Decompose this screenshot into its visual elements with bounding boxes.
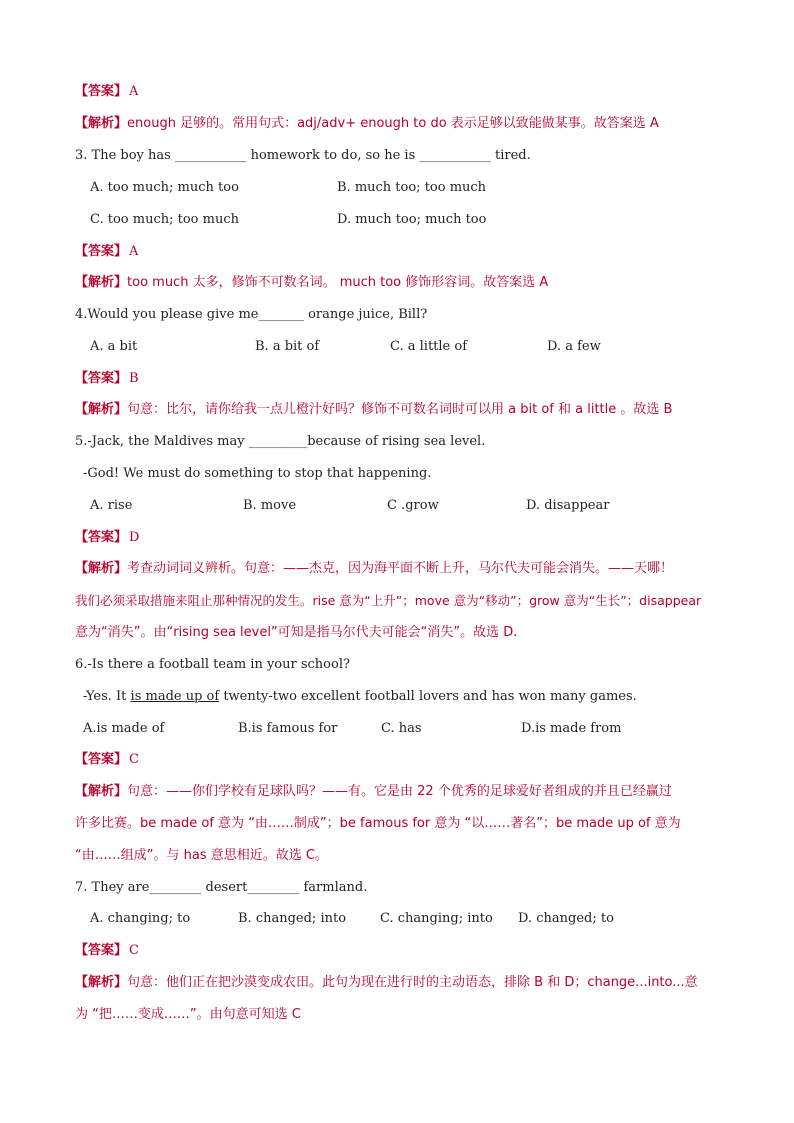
analysis-text-cont: “由……组成”。与 has 意思相近。故选 C。 [75, 848, 328, 863]
analysis-label: 【解析】 [75, 116, 128, 131]
answer-line-2 [75, 83, 719, 101]
answer-value: A [129, 244, 139, 259]
question-5: 5.-Jack, the Maldives may _________because of rising sea level. [75, 434, 486, 449]
analysis-text-cont: 许多比赛。be made of 意为 “由……制成”；be famous for 意为 “以……著名”；be made up of 意为 [75, 816, 681, 831]
option-c: C .grow [387, 498, 439, 513]
option-c: C. changing; into [380, 911, 493, 926]
analysis-text: enough 足够的。常用句式：adj/adv+ enough to do 表示足够以致能做某事。故答案选 A [127, 116, 659, 131]
option-c: C. has [381, 721, 422, 736]
analysis-label: 【解析】 [75, 975, 128, 990]
analysis-text: 句意：——你们学校有足球队吗？——有。它是由 22 个优秀的足球爱好者组成的并且已经赢过 [127, 784, 672, 799]
question-7: 7. They are________ desert________ farmland. [75, 880, 368, 895]
analysis-text-cont: 为 “把……变成……”。由句意可知选 C [75, 1007, 301, 1022]
option-a: A. too much; much too [90, 180, 239, 195]
analysis-line-5 [75, 560, 719, 578]
answer-value: A [129, 84, 139, 99]
option-a: A. rise [90, 498, 133, 513]
answer-value: B [129, 371, 139, 386]
answer-line-3 [75, 243, 719, 261]
analysis-text: 句意：他们正在把沙漠变成农田。此句为现在进行时的主动语态，排除 B 和 D；change...into...意 [127, 975, 698, 990]
reply-prefix: -Yes. It [83, 689, 131, 704]
analysis-line-4 [75, 401, 719, 419]
question-3: 3. The boy has ___________ homework to do, so he is ___________ tired. [75, 148, 531, 163]
answer-value: C [129, 752, 139, 767]
option-b: B.is famous for [238, 721, 338, 736]
answer-line-4 [75, 370, 719, 388]
option-d: D. much too; much too [337, 212, 487, 227]
option-a: A.is made of [83, 721, 165, 736]
question-5-reply: -God! We must do something to stop that happening. [83, 466, 432, 481]
answer-value: C [129, 943, 139, 958]
question-6-reply [83, 688, 719, 706]
option-a: A. a bit [90, 339, 138, 354]
underlined-phrase: is made up of [130, 689, 220, 704]
option-b: B. a bit of [255, 339, 320, 354]
analysis-label: 【解析】 [75, 402, 128, 417]
option-b: B. move [243, 498, 297, 513]
option-c: C. too much; too much [90, 212, 239, 227]
analysis-text: 考查动词词义辨析。句意：——杰克，因为海平面不断上升，马尔代夫可能会消失。——天哪！ [127, 561, 674, 576]
answer-value: D [129, 530, 140, 545]
answer-line-5 [75, 529, 719, 547]
answer-line-7 [75, 942, 719, 960]
analysis-text-cont: 我们必须采取措施来阻止那种情况的发生。rise 意为“上升”；move 意为“移动”；grow 意为“生长”；disappear [75, 593, 702, 608]
reply-suffix: twenty-two excellent football lovers and has won many games. [219, 689, 637, 704]
analysis-line-6 [75, 783, 719, 801]
analysis-line-3 [75, 274, 719, 292]
answer-label: 【答案】 [75, 371, 128, 386]
option-d: D.is made from [521, 721, 622, 736]
option-d: D. a few [547, 339, 601, 354]
answer-label: 【答案】 [75, 752, 128, 767]
option-d: D. disappear [526, 498, 610, 513]
analysis-label: 【解析】 [75, 561, 128, 576]
answer-label: 【答案】 [75, 244, 128, 259]
question-6: 6.-Is there a football team in your school? [75, 657, 350, 672]
analysis-label: 【解析】 [75, 784, 128, 799]
analysis-label: 【解析】 [75, 275, 128, 290]
option-b: B. changed; into [238, 911, 347, 926]
analysis-text-cont: 意为“消失”。由“rising sea level”可知是指马尔代夫可能会“消失”。故选 D. [75, 625, 518, 640]
analysis-text: too much 太多，修饰不可数名词。 much too 修饰形容词。故答案选 A [127, 275, 549, 290]
option-c: C. a little of [390, 339, 468, 354]
answer-label: 【答案】 [75, 943, 128, 958]
analysis-text: 句意：比尔，请你给我一点儿橙汁好吗？修饰不可数名词时可以用 a bit of 和 a little 。故选 B [127, 402, 673, 417]
option-d: D. changed; to [518, 911, 614, 926]
answer-label: 【答案】 [75, 84, 128, 99]
answer-label: 【答案】 [75, 530, 128, 545]
answer-line-6 [75, 751, 719, 769]
analysis-line-2 [75, 115, 719, 133]
option-a: A. changing; to [90, 911, 191, 926]
analysis-line-7 [75, 974, 719, 992]
question-4: 4.Would you please give me_______ orange juice, Bill? [75, 307, 428, 322]
option-b: B. much too; too much [337, 180, 487, 195]
